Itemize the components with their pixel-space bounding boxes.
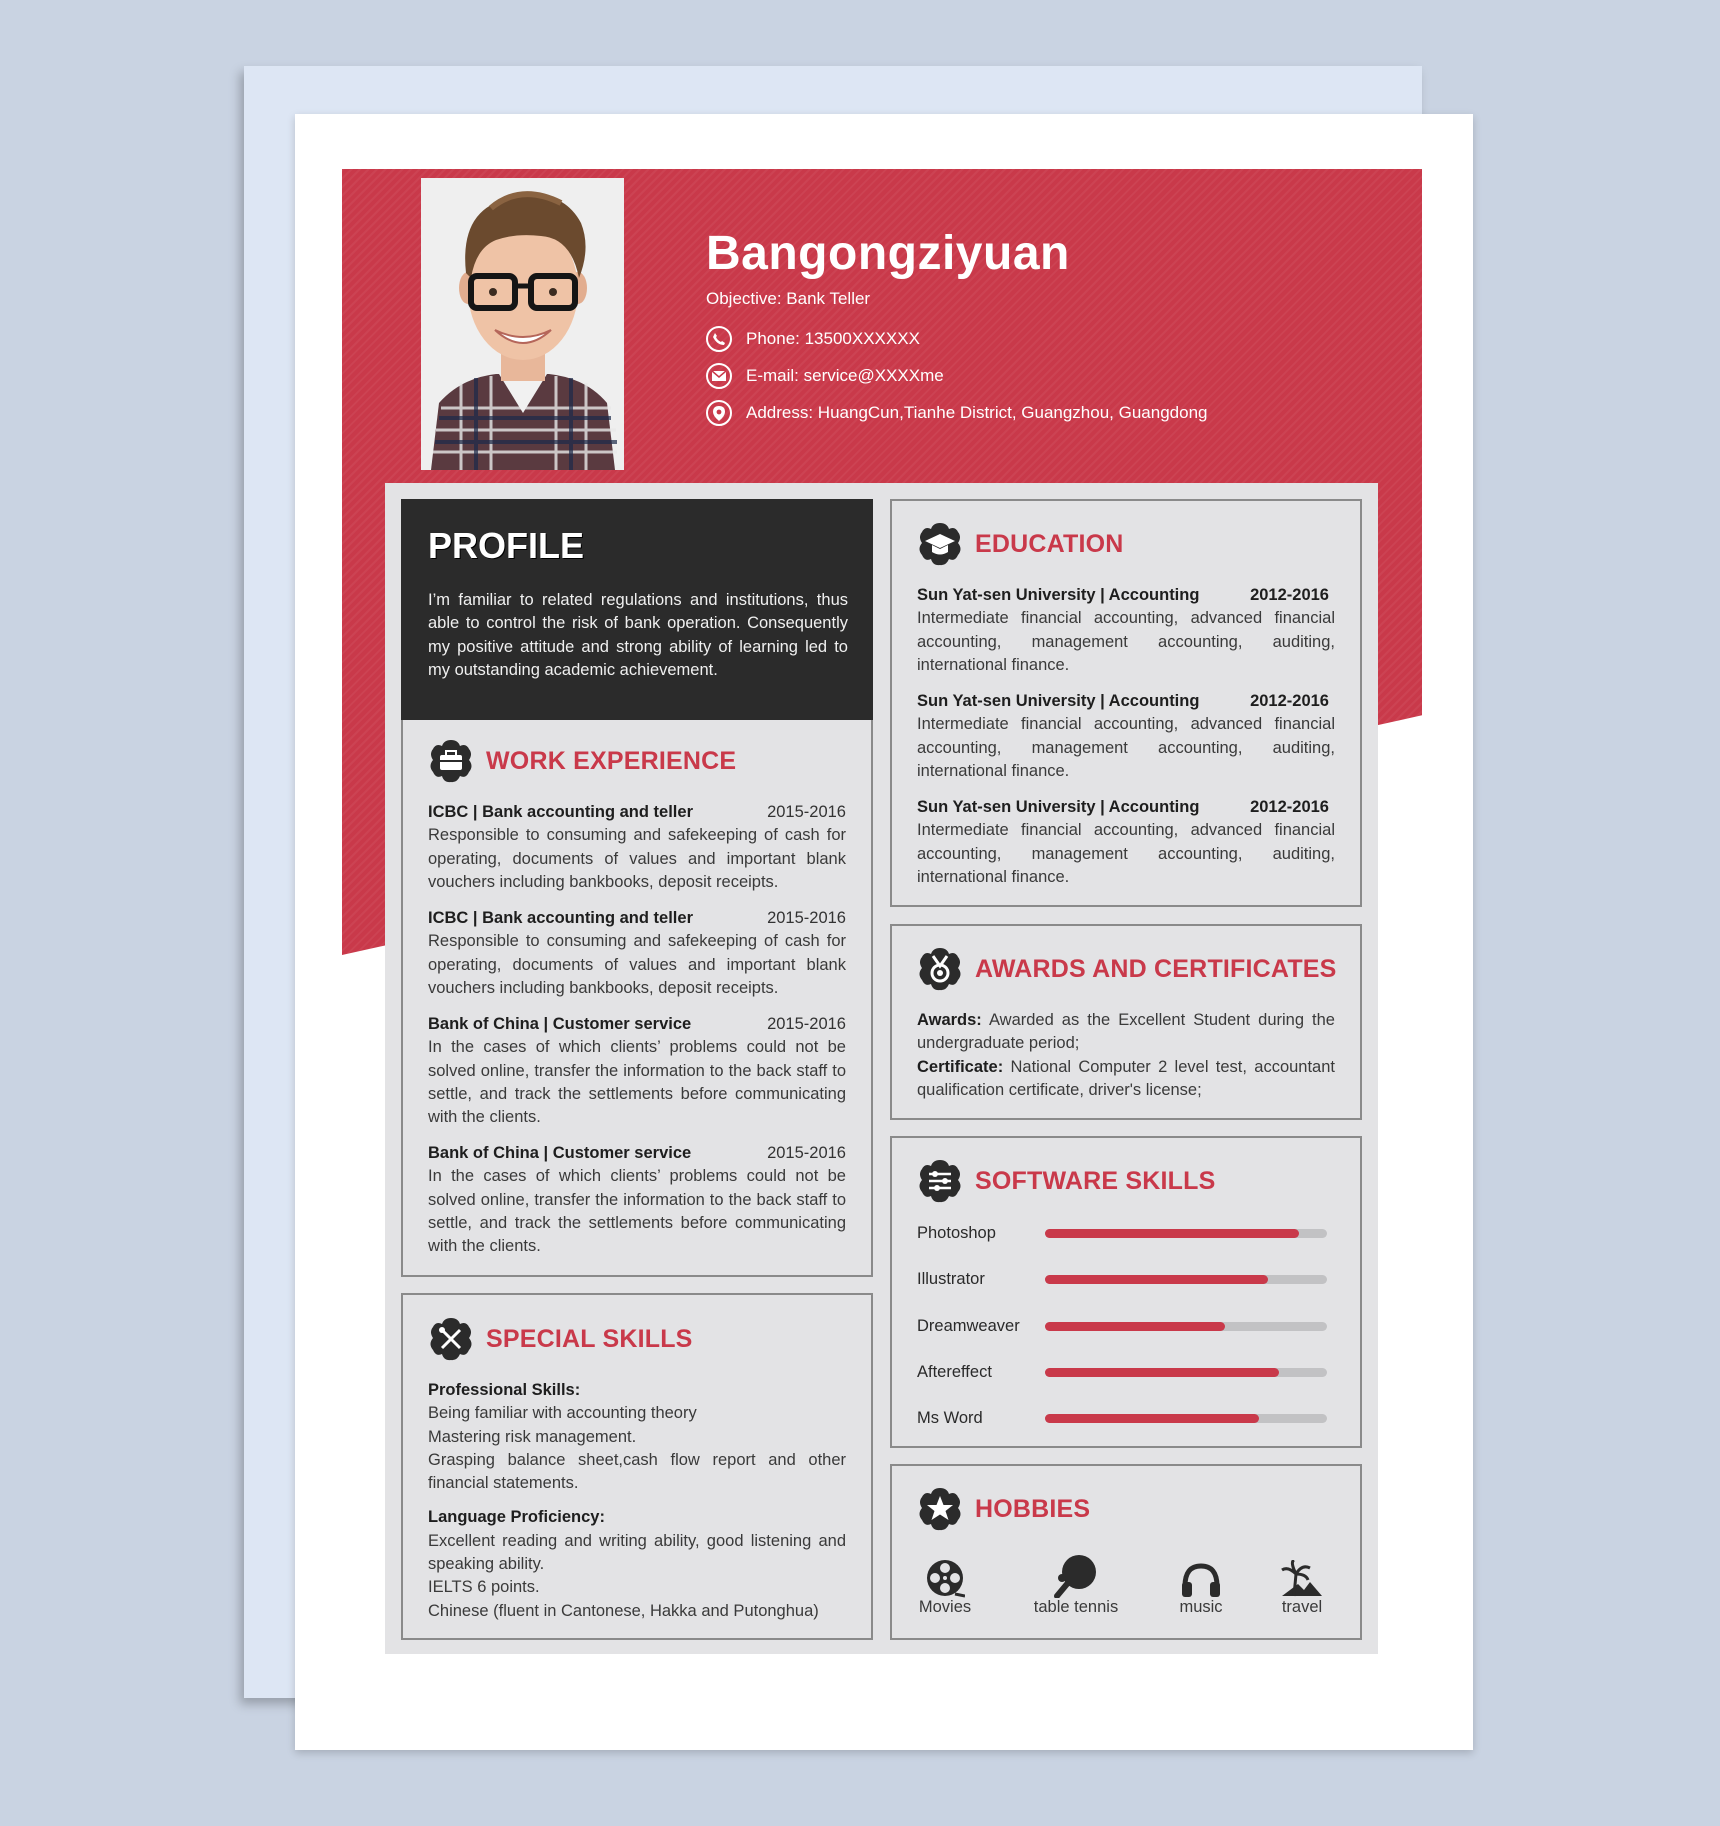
education-entry (917, 796, 1335, 889)
skill-line: Grasping balance sheet,cash flow report and other financial statements. (428, 1450, 846, 1493)
certificate-label: Certificate: (917, 1057, 1004, 1076)
education-entry-years: 2012-2016 (1250, 586, 1329, 604)
profile-title: PROFILE (428, 525, 585, 566)
skill-track (1045, 1275, 1327, 1284)
skill-track (1045, 1368, 1327, 1377)
ping-pong-paddle-icon (1021, 1554, 1131, 1598)
headphones-icon (1146, 1554, 1256, 1598)
skill-line: IELTS 6 points. (428, 1578, 540, 1597)
education-entry-years: 2012-2016 (1250, 692, 1329, 710)
hobby-music (1146, 1554, 1256, 1617)
awards-header (917, 946, 1337, 992)
hobby-label: Movies (918, 1598, 972, 1616)
work-experience-title: WORK EXPERIENCE (486, 746, 737, 775)
special-skills-header (428, 1316, 693, 1362)
education-entry-years: 2012-2016 (1250, 798, 1329, 816)
education-entry-desc: Intermediate financial accounting, advanced financial accounting, management accounting, auditing, international finance. (917, 821, 1335, 886)
skill-track (1045, 1229, 1327, 1238)
contact-phone (706, 326, 920, 352)
address-text: Address: HuangCun,Tianhe District, Guangzhou, Guangdong (746, 403, 1208, 422)
candidate-name: Bangongziyuan (706, 227, 1070, 280)
education-title: EDUCATION (975, 529, 1124, 558)
skill-name: Dreamweaver (917, 1316, 1020, 1335)
work-entry (428, 801, 846, 894)
hobby-travel (1247, 1554, 1357, 1617)
work-entry-years: 2015-2016 (767, 1015, 846, 1033)
education-entry-desc: Intermediate financial accounting, advanced financial accounting, management accounting, auditing, international finance. (917, 609, 1335, 674)
skill-name: Aftereffect (917, 1362, 992, 1381)
skill-level-bar (1045, 1414, 1259, 1423)
work-entry (428, 1013, 846, 1129)
email-icon (706, 363, 732, 389)
education-entry-title: Sun Yat-sen University | Accounting (917, 586, 1200, 604)
awards-text (917, 1009, 1335, 1102)
work-entry-desc: In the cases of which clients’ problems could not be solved online, transfer the information to the back staff to settle, and track the settlements before communicating with the clients. (428, 1167, 846, 1256)
awards-title: AWARDS AND CERTIFICATES (975, 954, 1337, 983)
hobby-movies (890, 1554, 1000, 1617)
work-entry-years: 2015-2016 (767, 1144, 846, 1162)
awards-label: Awards: (917, 1011, 982, 1029)
skill-row (917, 1314, 1327, 1338)
hobbies-title: HOBBIES (975, 1494, 1091, 1523)
work-entry-title: ICBC | Bank accounting and teller (428, 909, 693, 927)
certificate-value: National Computer 2 level test, accountant qualification certificate, driver's license; (917, 1057, 1335, 1099)
skill-line: Mastering risk management. (428, 1427, 637, 1446)
email-text: E-mail: service@XXXXme (746, 366, 944, 385)
contact-email (706, 363, 944, 389)
profile-text: I’m familiar to related regulations and institutions, thus able to control the risk of bank operation. Consequently my positive attitude and strong ability of learning led to my outstanding academic achievement. (428, 591, 848, 679)
profile-photo (421, 178, 624, 470)
skill-track (1045, 1322, 1327, 1331)
skill-line: Chinese (fluent in Cantonese, Hakka and Putonghua) (428, 1601, 819, 1620)
work-entry-years: 2015-2016 (767, 803, 846, 821)
skill-row (917, 1406, 1327, 1430)
phone-text: Phone: 13500XXXXXX (746, 329, 920, 348)
education-entry (917, 584, 1335, 677)
medal-icon (917, 946, 963, 992)
education-entry-title: Sun Yat-sen University | Accounting (917, 692, 1200, 710)
language-label: Language Proficiency: (428, 1508, 605, 1527)
profile-section (401, 499, 873, 720)
skill-level-bar (1045, 1322, 1225, 1331)
software-skills-header (917, 1158, 1216, 1204)
skill-name: Illustrator (917, 1269, 985, 1288)
education-entry-title: Sun Yat-sen University | Accounting (917, 798, 1200, 816)
work-entry (428, 1142, 846, 1258)
skill-line: Being familiar with accounting theory (428, 1404, 697, 1423)
skill-level-bar (1045, 1368, 1279, 1377)
hobbies-header (917, 1486, 1090, 1532)
special-skills-text (428, 1379, 846, 1623)
skill-track (1045, 1414, 1327, 1423)
work-entry-years: 2015-2016 (767, 909, 846, 927)
skill-level-bar (1045, 1275, 1268, 1284)
work-entry-desc: Responsible to consuming and safekeeping of cash for operating, documents of values and important blank vouchers including bankbooks, deposit receipts. (428, 932, 846, 997)
skill-level-bar (1045, 1229, 1299, 1238)
film-reel-icon (890, 1554, 1000, 1598)
sliders-icon (917, 1158, 963, 1204)
palm-tree-icon (1247, 1554, 1357, 1598)
education-entry (917, 690, 1335, 783)
skill-row (917, 1360, 1327, 1384)
tools-icon (428, 1316, 474, 1362)
hobby-label: music (1179, 1598, 1223, 1616)
awards-value: Awarded as the Excellent Student during the undergraduate period; (917, 1011, 1335, 1053)
education-header (917, 521, 1124, 567)
graduation-cap-icon (917, 521, 963, 567)
software-skills-title: SOFTWARE SKILLS (975, 1166, 1216, 1195)
phone-icon (706, 326, 732, 352)
special-skills-title: SPECIAL SKILLS (486, 1324, 693, 1353)
work-entry-desc: Responsible to consuming and safekeeping of cash for operating, documents of values and important blank vouchers including bankbooks, deposit receipts. (428, 826, 846, 891)
work-experience-header (428, 738, 736, 784)
hobby-table-tennis (1021, 1554, 1131, 1617)
objective: Objective: Bank Teller (706, 289, 871, 308)
education-entry-desc: Intermediate financial accounting, advanced financial accounting, management accounting, auditing, international finance. (917, 715, 1335, 780)
briefcase-icon (428, 738, 474, 784)
hobby-label: table tennis (1033, 1598, 1119, 1616)
skill-row (917, 1267, 1327, 1291)
hobby-label: travel (1281, 1598, 1323, 1616)
location-pin-icon (706, 400, 732, 426)
work-entry-title: Bank of China | Customer service (428, 1144, 692, 1162)
skill-name: Photoshop (917, 1223, 996, 1242)
professional-skills-label: Professional Skills: (428, 1381, 581, 1399)
skill-name: Ms Word (917, 1408, 983, 1427)
star-icon (917, 1486, 963, 1532)
work-entry-title: Bank of China | Customer service (428, 1015, 692, 1033)
work-entry-title: ICBC | Bank accounting and teller (428, 803, 693, 821)
contact-address (706, 400, 1207, 426)
work-entry-desc: In the cases of which clients’ problems could not be solved online, transfer the information to the back staff to settle, and track the settlements before communicating with the clients. (428, 1038, 846, 1127)
skill-row (917, 1221, 1327, 1245)
work-entry (428, 907, 846, 1000)
skill-line: Excellent reading and writing ability, good listening and speaking ability. (428, 1531, 846, 1574)
